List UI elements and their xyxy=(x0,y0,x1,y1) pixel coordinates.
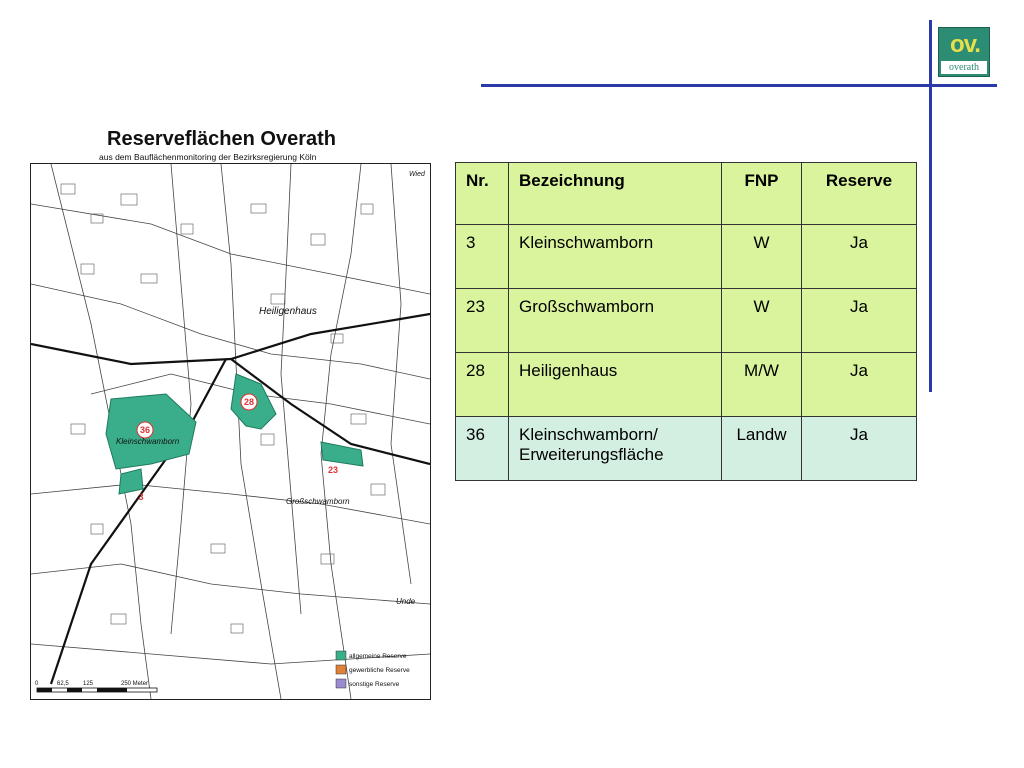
scale-label-125: 125 xyxy=(83,681,94,687)
legend-item-sonstige: sonstige Reserve xyxy=(349,681,400,688)
cell-bezeichnung: Kleinschwamborn/ Erweiterungsfläche xyxy=(509,417,722,481)
scale-label-250: 250 Meter xyxy=(121,681,149,687)
map-main-roads xyxy=(31,314,430,684)
cell-reserve: Ja xyxy=(802,289,917,353)
cell-nr: 3 xyxy=(456,225,509,289)
reserve-table xyxy=(455,162,917,481)
place-grossschwamborn: Großschwamborn xyxy=(286,497,350,506)
cell-bezeichnung: Kleinschwamborn xyxy=(509,225,722,289)
map-title: Reserveflächen Overath xyxy=(107,128,337,150)
header-nr: Nr. xyxy=(456,163,509,225)
area-label-3: 3 xyxy=(138,492,144,502)
cell-fnp: M/W xyxy=(722,353,802,417)
cell-fnp: Landw xyxy=(722,417,802,481)
header-rule-vertical xyxy=(929,20,932,392)
table-row xyxy=(456,225,917,289)
cell-reserve: Ja xyxy=(802,353,917,417)
scale-label-62: 62,5 xyxy=(57,681,69,687)
table-row xyxy=(456,417,917,481)
cell-fnp: W xyxy=(722,225,802,289)
scale-label-0: 0 xyxy=(35,681,39,687)
logo-mark: ov. xyxy=(950,31,980,58)
place-wied: Wied xyxy=(409,171,425,178)
area-label-36: 36 xyxy=(139,425,151,435)
table-header-row xyxy=(456,163,917,225)
table-row xyxy=(456,289,917,353)
place-heiligenhaus: Heiligenhaus xyxy=(259,306,317,317)
cell-bezeichnung: Großschwamborn xyxy=(509,289,722,353)
map-subtitle: aus dem Bauflächenmonitoring der Bezirksregierung Köln xyxy=(99,152,317,162)
map-streets xyxy=(31,164,430,699)
cell-reserve: Ja xyxy=(802,225,917,289)
cell-reserve: Ja xyxy=(802,417,917,481)
map-scale-bar xyxy=(35,681,157,692)
reserve-map xyxy=(30,163,431,700)
table-row xyxy=(456,353,917,417)
header-reserve: Reserve xyxy=(802,163,917,225)
area-label-28: 28 xyxy=(243,397,255,407)
cell-fnp: W xyxy=(722,289,802,353)
cell-nr: 28 xyxy=(456,353,509,417)
cell-bezeichnung: Heiligenhaus xyxy=(509,353,722,417)
area-label-23: 23 xyxy=(327,465,339,475)
cell-nr: 23 xyxy=(456,289,509,353)
map-legend xyxy=(336,651,410,688)
legend-item-gewerbliche: gewerbliche Reserve xyxy=(349,667,410,674)
logo-text: overath xyxy=(941,61,987,74)
cell-nr: 36 xyxy=(456,417,509,481)
legend-item-allgemeine: allgemeine Reserve xyxy=(349,653,407,660)
header-bezeichnung: Bezeichnung xyxy=(509,163,722,225)
place-unde: Unde xyxy=(396,597,416,606)
reserve-area-3 xyxy=(119,469,143,494)
place-kleinschwamborn: Kleinschwamborn xyxy=(116,437,180,446)
header-fnp: FNP xyxy=(722,163,802,225)
overath-logo xyxy=(938,27,990,77)
header-rule-horizontal xyxy=(481,84,997,87)
